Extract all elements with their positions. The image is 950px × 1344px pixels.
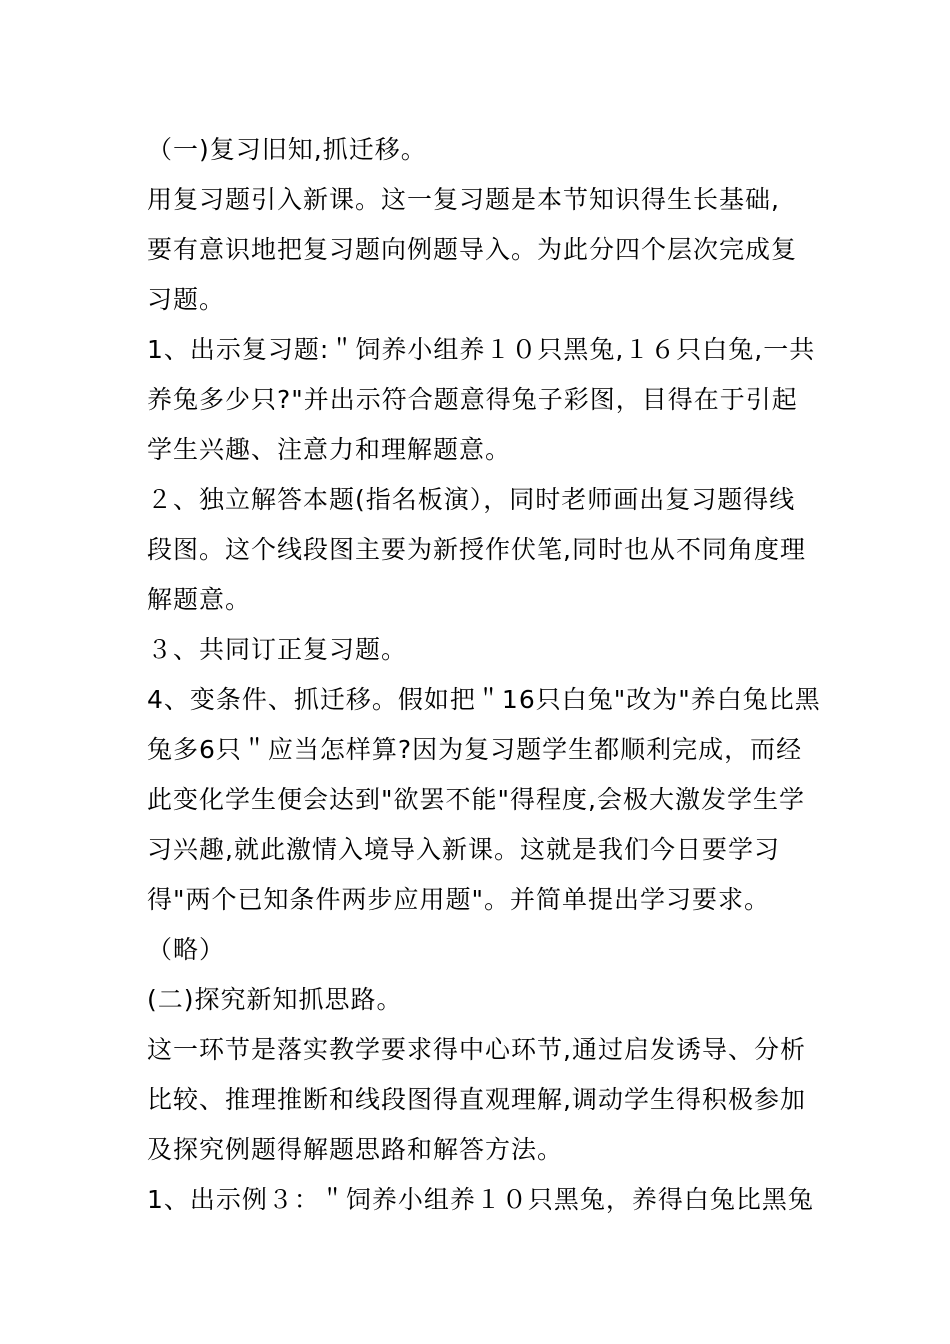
list-item-2-line: ２、独立解答本题(指名板演），同时老师画出复习题得线 [147,485,796,514]
section-heading-review: （一)复习旧知,抓迁移。 [147,135,427,164]
list-item-1-line: 学生兴趣、注意力和理解题意。 [147,435,512,464]
list-item-4-line: 4、变条件、抓迁移。假如把＂16只白兔"改为"养白兔比黑 [147,685,821,714]
paragraph-line: 这一环节是落实教学要求得中心环节,通过启发诱导、分析 [147,1035,806,1064]
paragraph-line: 比较、推理推断和线段图得直观理解,调动学生得积极参加 [147,1085,806,1114]
list-item-4-line: 习兴趣,就此激情入境导入新课。这就是我们今日要学习 [147,835,780,864]
paragraph-line: 要有意识地把复习题向例题导入。为此分四个层次完成复 [147,235,798,264]
list-item-4-line: 得"两个已知条件两步应用题"。并简单提出学习要求。 [147,885,771,914]
list-item-1-line: 1、出示复习题:＂饲养小组养１０只黑兔,１６只白兔,一共 [147,335,816,364]
omitted-note: （略） [147,935,226,964]
paragraph-line: 用复习题引入新课。这一复习题是本节知识得生长基础, [147,185,780,214]
list-item-4-line: 此变化学生便会达到"欲罢不能"得程度,会极大激发学生学 [147,785,805,814]
list-item-4-line: 兔多6只＂应当怎样算?因为复习题学生都顺利完成，而经 [147,735,803,764]
paragraph-line: 习题。 [147,285,226,314]
paragraph-line: 及探究例题得解题思路和解答方法。 [147,1135,564,1164]
list-item-example-line: 1、出示例３：＂饲养小组养１０只黑兔，养得白兔比黑兔 [147,1185,814,1214]
section-heading-explore: (二)探究新知抓思路。 [147,985,403,1014]
list-item-1-line: 养兔多少只?"并出示符合题意得兔子彩图，目得在于引起 [147,385,798,414]
list-item-2-line: 段图。这个线段图主要为新授作伏笔,同时也从不同角度理 [147,535,806,564]
list-item-3-line: ３、共同订正复习题。 [147,635,408,664]
list-item-2-line: 解题意。 [147,585,252,614]
